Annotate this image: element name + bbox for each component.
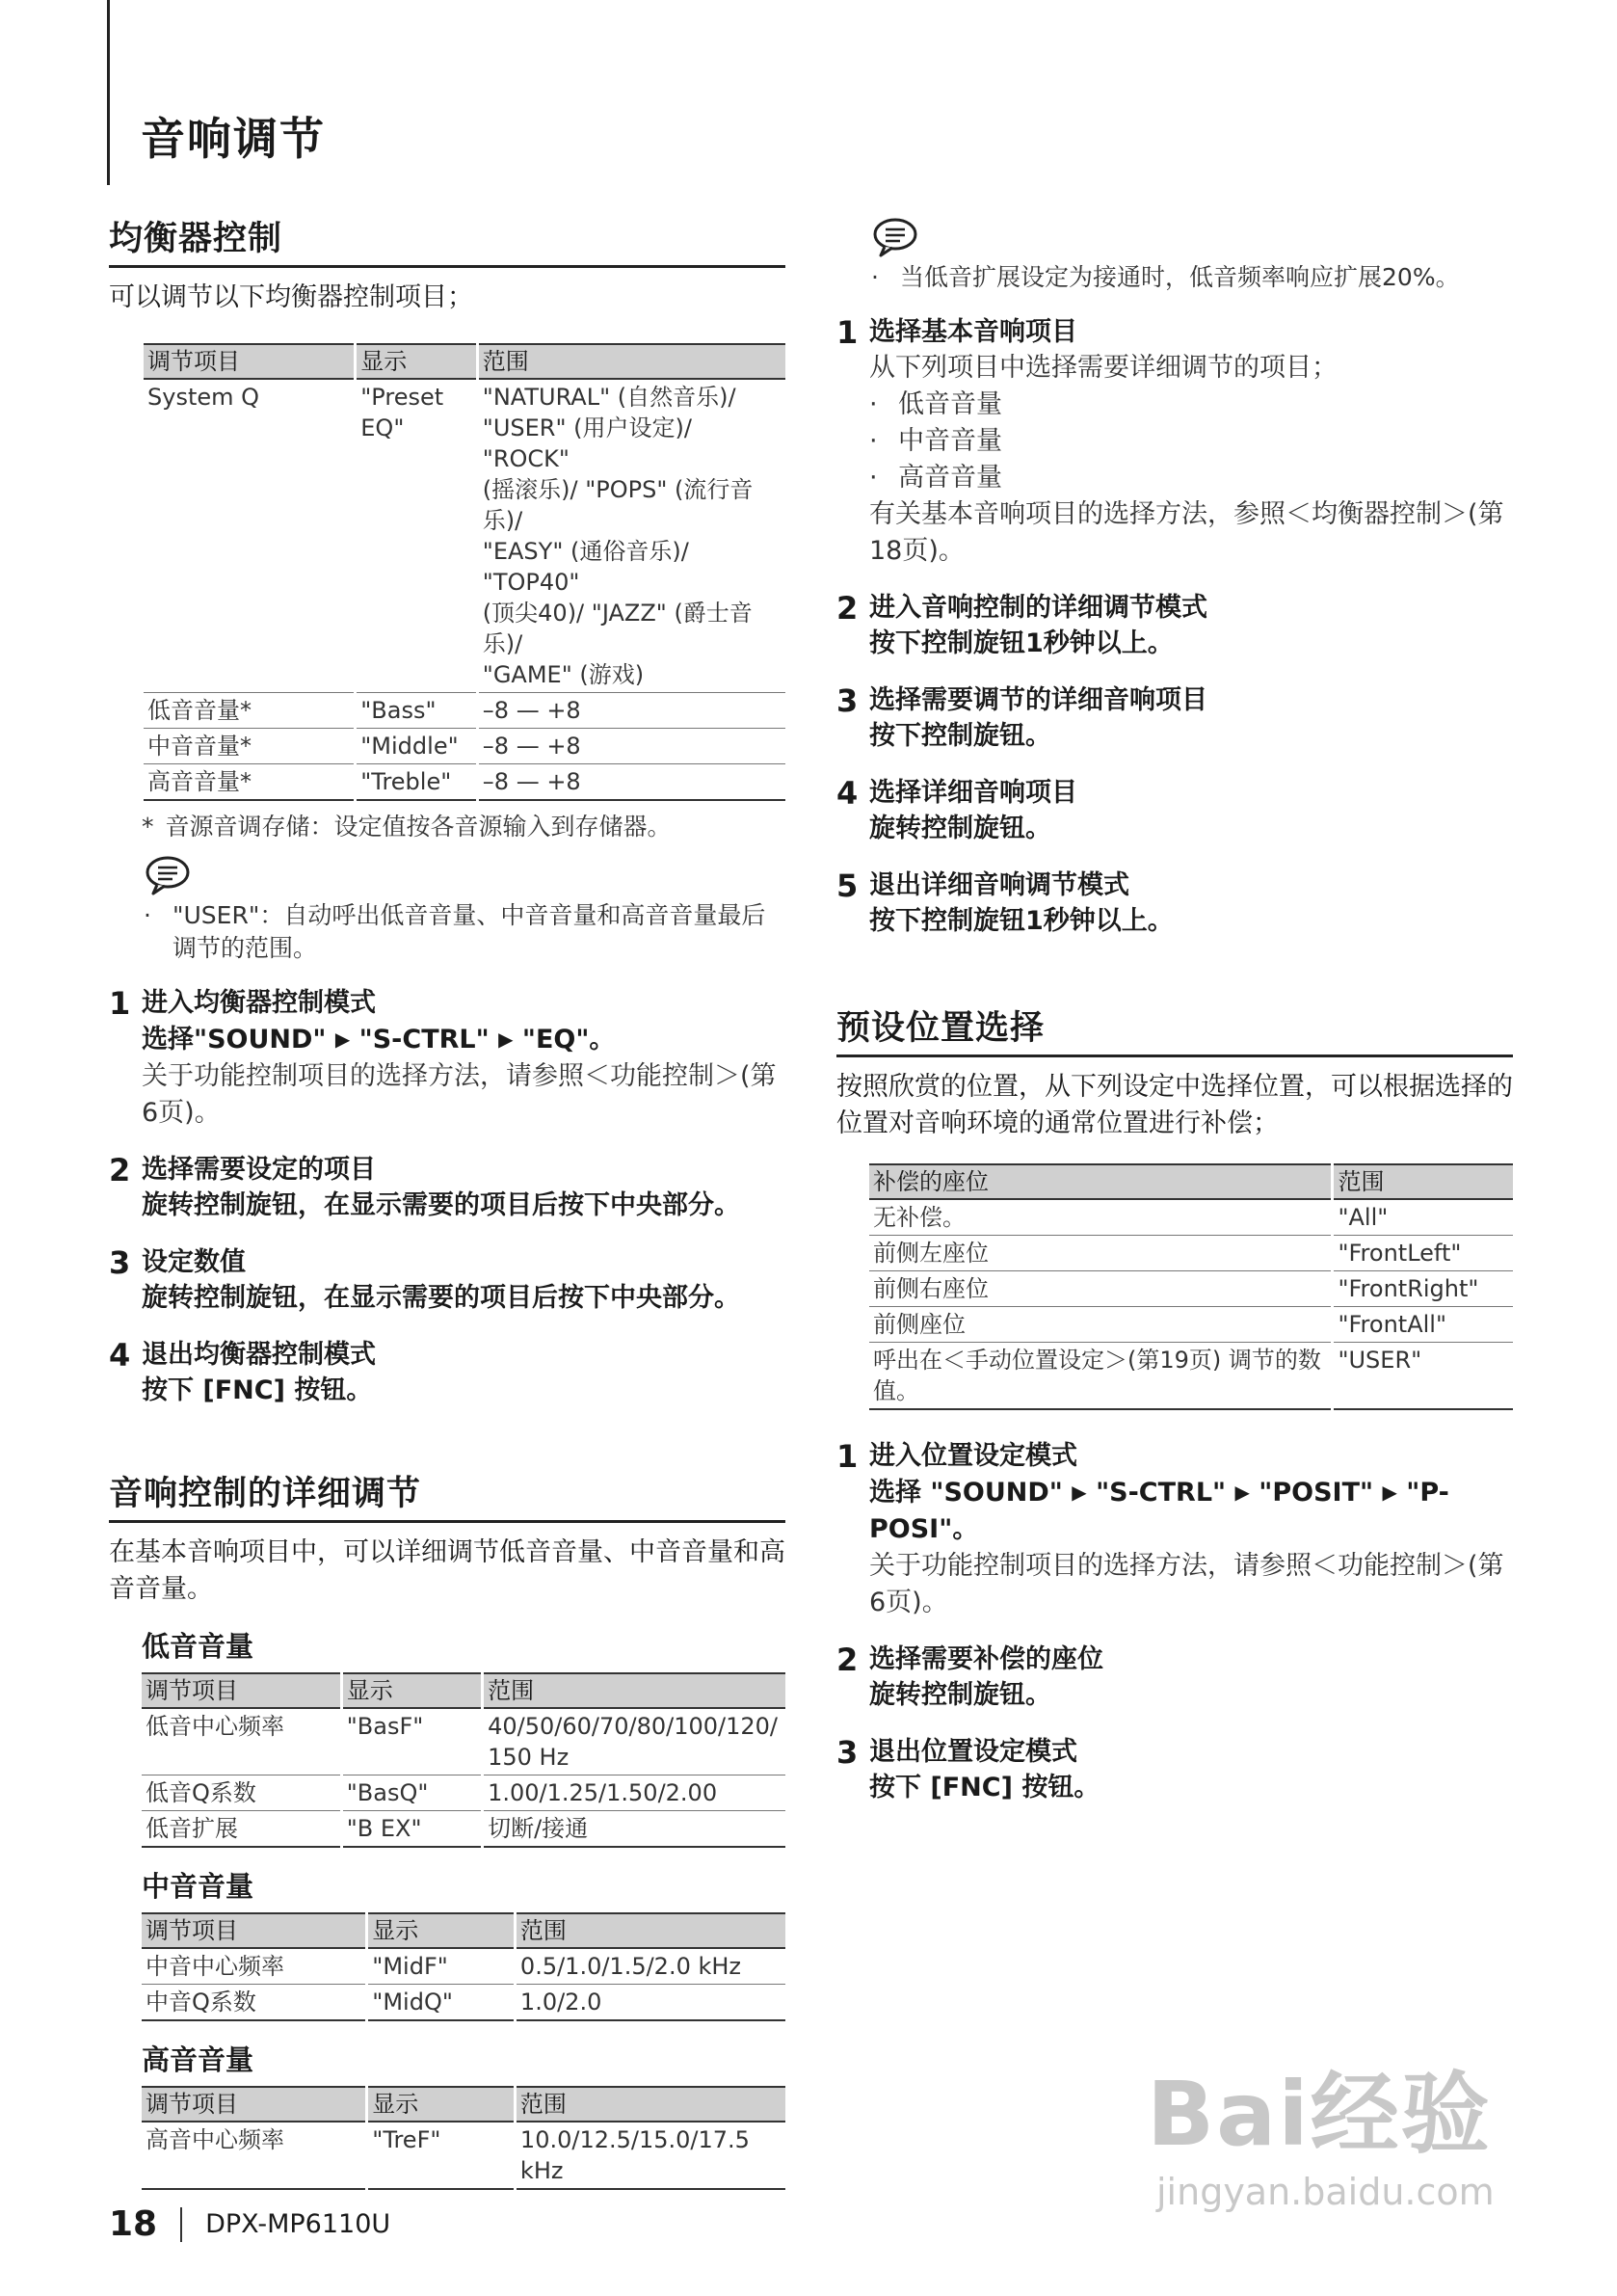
table-row: [144, 729, 785, 764]
range-cell: [477, 693, 785, 729]
right-column: [836, 217, 1513, 1806]
memo-text: "USER"：自动呼出低音音量、中音音量和高音音量最后调节的范围。: [172, 901, 766, 962]
col-header-range: 范围: [483, 1673, 785, 1708]
display-cell: "TreF": [367, 2122, 516, 2189]
col-header-seat: 补偿的座位: [869, 1164, 1333, 1199]
step-title: 进入均衡器控制模式: [142, 988, 376, 1018]
step-body: [869, 1439, 1513, 1621]
table-header-row: [869, 1164, 1513, 1199]
step-number: 1: [109, 985, 131, 1022]
step-body: [869, 868, 1513, 940]
range-line: –8 — +8: [482, 697, 581, 724]
seat-cell: 前侧座位: [869, 1307, 1333, 1343]
seat-cell: 无补偿。: [869, 1199, 1333, 1236]
eq-steps: [109, 986, 785, 1409]
step-desc: 旋转控制旋钮。: [869, 1680, 1051, 1710]
step-number: 1: [836, 314, 859, 351]
range-cell: [483, 1708, 785, 1775]
range-line: "NATURAL" (自然音乐)/: [482, 384, 736, 411]
baidu-watermark: [1147, 2043, 1495, 2213]
step-number: 3: [836, 1734, 859, 1771]
item-cell: 低音扩展: [142, 1811, 341, 1848]
item-cell: 低音音量*: [144, 693, 356, 729]
col-header-item: 调节项目: [142, 1673, 341, 1708]
step-body: [869, 591, 1513, 662]
step-number: 2: [836, 590, 859, 627]
path-item: "S-CTRL": [358, 1025, 490, 1055]
page-footer: [109, 2204, 390, 2244]
detail-memo: [871, 261, 1513, 294]
step-body: [142, 1245, 785, 1317]
bullet-text: 高音音量: [898, 463, 1002, 493]
display-cell: "Bass": [356, 693, 478, 729]
bass-table: [142, 1672, 785, 1848]
preset-table: [869, 1163, 1513, 1410]
table-row: [144, 379, 785, 693]
display-cell: "BasF": [341, 1708, 482, 1775]
step-title: 选择基本音响项目: [869, 317, 1077, 347]
col-header-range: 范围: [515, 1913, 785, 1948]
range-cell: [477, 764, 785, 801]
left-column: [109, 212, 785, 2190]
bullet-dot: ·: [871, 263, 879, 291]
arrow-icon: ▶: [1234, 1481, 1250, 1504]
preset-heading: 预设位置选择: [836, 1001, 1513, 1057]
step-desc: 按下 [FNC] 按钮。: [142, 1375, 373, 1405]
page-title: 音响调节: [141, 113, 326, 165]
display-cell: "Preset EQ": [356, 379, 478, 693]
path-lead: 选择: [142, 1025, 194, 1055]
step-item: [109, 1338, 785, 1409]
table-header-row: [142, 1913, 785, 1948]
item-cell: System Q: [144, 379, 356, 693]
item-cell: 中音中心频率: [142, 1948, 367, 1985]
step-title: 退出均衡器控制模式: [142, 1340, 376, 1370]
range-cell: [483, 1775, 785, 1811]
col-header-display: 显示: [367, 1913, 516, 1948]
step-item: [836, 1642, 1513, 1714]
col-header-display: 显示: [367, 2087, 516, 2122]
display-cell: "BasQ": [341, 1775, 482, 1811]
path-item: "S-CTRL": [1096, 1478, 1227, 1508]
range-line: –8 — +8: [482, 768, 581, 795]
step-title: 选择需要调节的详细音响项目: [869, 685, 1207, 715]
seat-cell: 前侧左座位: [869, 1236, 1333, 1271]
col-header-item: 调节项目: [142, 2087, 367, 2122]
table-row: [142, 1811, 785, 1848]
col-header-display: 显示: [356, 344, 478, 379]
range-line: "EASY" (通俗音乐)/ "TOP40": [482, 538, 689, 596]
display-cell: "Middle": [356, 729, 478, 764]
step-body: [869, 1735, 1513, 1806]
step-title: 进入位置设定模式: [869, 1441, 1077, 1471]
path-item: "P-POSI": [869, 1478, 1449, 1544]
step-title: 选择需要设定的项目: [142, 1155, 376, 1185]
footnote-text: 音源音调存储：设定值按各音源输入到存储器。: [165, 813, 672, 841]
bullet-dot: ·: [869, 426, 878, 456]
range-line: 150 Hz: [488, 1744, 570, 1771]
arrow-icon: ▶: [1072, 1481, 1087, 1504]
step-item: [109, 1245, 785, 1317]
step-title: 进入音响控制的详细调节模式: [869, 593, 1207, 623]
seat-cell: 呼出在＜手动位置设定＞(第19页) 调节的数值。: [869, 1343, 1333, 1410]
mid-subhead: 中音音量: [142, 1870, 254, 1903]
range-line: (顶尖40)/ "JAZZ" (爵士音乐)/: [482, 600, 753, 657]
col-header-item: 调节项目: [144, 344, 356, 379]
eq-memo: [144, 899, 785, 965]
detail-intro: 在基本音响项目中，可以详细调节低音音量、中音音量和高音音量。: [109, 1537, 785, 1604]
step-bullet: [869, 460, 1513, 496]
detail-heading: 音响控制的详细调节: [109, 1467, 785, 1523]
item-cell: 中音Q系数: [142, 1985, 367, 2021]
step-body: [869, 1642, 1513, 1714]
range-cell: [477, 729, 785, 764]
table-row: [144, 693, 785, 729]
range-cell: [515, 1948, 785, 1985]
range-line: 1.0/2.0: [519, 1989, 602, 2016]
mid-table: [142, 1912, 785, 2021]
watermark-main: Bai经验: [1147, 2063, 1492, 2166]
display-cell: "B EX": [341, 1811, 482, 1848]
bullet-dot: ·: [144, 901, 151, 929]
step-number: 3: [836, 682, 859, 719]
memo-icon: [871, 217, 921, 257]
step-desc: 旋转控制旋钮，在显示需要的项目后按下中央部分。: [142, 1190, 740, 1220]
step-bullet: [869, 423, 1513, 460]
step-title: 退出详细音响调节模式: [869, 870, 1129, 900]
table-row: [142, 1775, 785, 1811]
table-row: [869, 1199, 1513, 1236]
step-item: [836, 591, 1513, 662]
step-desc: 按下控制旋钮1秒钟以上。: [869, 628, 1174, 658]
range-cell: [483, 1811, 785, 1848]
bass-subhead: 低音音量: [142, 1630, 254, 1663]
step-note: 关于功能控制项目的选择方法，请参照＜功能控制＞(第6页)。: [869, 1551, 1504, 1617]
table-row: [869, 1271, 1513, 1307]
step-desc: 按下控制旋钮。: [869, 721, 1051, 751]
range-cell: [477, 379, 785, 693]
step-desc: 旋转控制旋钮，在显示需要的项目后按下中央部分。: [142, 1283, 740, 1313]
table-row: [142, 1948, 785, 1985]
range-cell: [515, 1985, 785, 2021]
item-cell: 高音中心频率: [142, 2122, 367, 2189]
path-item: "EQ": [521, 1025, 590, 1055]
memo-icon: [144, 855, 194, 895]
range-cell: "USER": [1333, 1343, 1513, 1410]
step-item: [836, 868, 1513, 940]
step-number: 1: [836, 1438, 859, 1475]
display-cell: "MidF": [367, 1948, 516, 1985]
step-item: [836, 683, 1513, 755]
table-header-row: [144, 344, 785, 379]
arrow-icon: ▶: [1382, 1481, 1397, 1504]
step-desc: 旋转控制旋钮。: [869, 814, 1051, 843]
path-item: "SOUND": [930, 1478, 1063, 1508]
step-body: [142, 1153, 785, 1224]
path-tail: 。: [589, 1025, 616, 1055]
range-line: "USER" (用户设定)/ "ROCK": [482, 414, 692, 472]
step-number: 2: [109, 1152, 131, 1188]
eq-intro: 可以调节以下均衡器控制项目；: [109, 282, 473, 312]
treble-table: [142, 2086, 785, 2190]
item-cell: 低音中心频率: [142, 1708, 341, 1775]
footer-divider: [180, 2207, 182, 2242]
step-item: [109, 1153, 785, 1224]
item-cell: 低音Q系数: [142, 1775, 341, 1811]
range-line: 切断/接通: [488, 1815, 589, 1842]
bullet-dot: ·: [869, 389, 878, 419]
treble-subhead: 高音音量: [142, 2043, 254, 2076]
step-body: [869, 315, 1513, 570]
path-tail: 。: [952, 1514, 979, 1544]
step-number: 5: [836, 868, 859, 904]
step-body: [869, 683, 1513, 755]
step-note: 关于功能控制项目的选择方法，请参照＜功能控制＞(第6页)。: [142, 1061, 777, 1128]
range-line: 0.5/1.0/1.5/2.0 kHz: [519, 1953, 742, 1980]
bullet-dot: ·: [869, 463, 878, 493]
step-number: 4: [836, 775, 859, 812]
col-header-range: 范围: [515, 2087, 785, 2122]
step-item: [836, 1735, 1513, 1806]
step-title: 退出位置设定模式: [869, 1737, 1077, 1767]
table-row: [142, 2122, 785, 2189]
table-header-row: [142, 2087, 785, 2122]
step-desc: 按下控制旋钮1秒钟以上。: [869, 906, 1174, 936]
step-body: [142, 986, 785, 1132]
col-header-range: 范围: [477, 344, 785, 379]
step-desc: 从下列项目中选择需要详细调节的项目；: [869, 353, 1338, 383]
col-header-item: 调节项目: [142, 1913, 367, 1948]
step-note: 有关基本音响项目的选择方法，参照＜均衡器控制＞(第18页)。: [869, 499, 1504, 566]
step-item: [836, 315, 1513, 570]
item-cell: 中音音量*: [144, 729, 356, 764]
item-cell: 高音音量*: [144, 764, 356, 801]
eq-heading: 均衡器控制: [109, 212, 785, 268]
bullet-text: 低音音量: [898, 389, 1002, 419]
range-cell: [515, 2122, 785, 2189]
step-number: 2: [836, 1642, 859, 1678]
col-header-range: 范围: [1333, 1164, 1513, 1199]
arrow-icon: ▶: [334, 1028, 351, 1051]
menu-path: [869, 1474, 1513, 1548]
step-body: [142, 1338, 785, 1409]
range-line: 10.0/12.5/15.0/17.5 kHz: [519, 2126, 750, 2184]
path-item: "SOUND": [194, 1025, 327, 1055]
col-header-display: 显示: [341, 1673, 482, 1708]
header-rule: [107, 0, 110, 185]
range-line: –8 — +8: [482, 733, 581, 760]
path-item: "POSIT": [1259, 1478, 1374, 1508]
table-row: [142, 1708, 785, 1775]
seat-cell: 前侧右座位: [869, 1271, 1333, 1307]
range-line: (摇滚乐)/ "POPS" (流行音乐)/: [482, 476, 754, 534]
path-lead: 选择: [869, 1478, 931, 1508]
menu-path: [142, 1021, 785, 1058]
range-cell: "All": [1333, 1199, 1513, 1236]
step-body: [869, 776, 1513, 847]
display-cell: "MidQ": [367, 1985, 516, 2021]
step-item: [836, 776, 1513, 847]
eq-table: [144, 343, 785, 801]
table-row: [869, 1307, 1513, 1343]
preset-steps: [836, 1439, 1513, 1806]
table-row: [142, 1985, 785, 2021]
step-item: [109, 986, 785, 1132]
range-line: 40/50/60/70/80/100/120/: [488, 1713, 778, 1740]
model-name: DPX-MP6110U: [205, 2209, 391, 2239]
range-cell: "FrontRight": [1333, 1271, 1513, 1307]
step-title: 选择详细音响项目: [869, 778, 1077, 808]
step-bullet: [869, 387, 1513, 423]
table-row: [869, 1236, 1513, 1271]
range-cell: "FrontAll": [1333, 1307, 1513, 1343]
bullet-text: 中音音量: [898, 426, 1002, 456]
arrow-icon: ▶: [498, 1028, 514, 1051]
eq-footnote: [142, 811, 785, 843]
footnote-mark: *: [142, 813, 154, 841]
step-number: 4: [109, 1337, 131, 1374]
step-title: 选择需要补偿的座位: [869, 1644, 1103, 1674]
step-number: 3: [109, 1244, 131, 1281]
step-item: [836, 1439, 1513, 1621]
watermark-url: jingyan.baidu.com: [1156, 2171, 1495, 2213]
preset-intro: 按照欣赏的位置，从下列设定中选择位置，可以根据选择的位置对音响环境的通常位置进行补偿；: [836, 1072, 1513, 1138]
step-desc: 按下 [FNC] 按钮。: [869, 1773, 1100, 1802]
detail-steps: [836, 315, 1513, 940]
range-line: 1.00/1.25/1.50/2.00: [488, 1779, 718, 1806]
table-header-row: [142, 1673, 785, 1708]
step-title: 设定数值: [142, 1247, 246, 1277]
page-number: 18: [109, 2204, 158, 2244]
display-cell: "Treble": [356, 764, 478, 801]
table-row: [144, 764, 785, 801]
range-cell: "FrontLeft": [1333, 1236, 1513, 1271]
table-row: [869, 1343, 1513, 1410]
memo-text: 当低音扩展设定为接通时，低音频率响应扩展20%。: [900, 263, 1460, 291]
range-line: "GAME" (游戏): [482, 661, 645, 688]
